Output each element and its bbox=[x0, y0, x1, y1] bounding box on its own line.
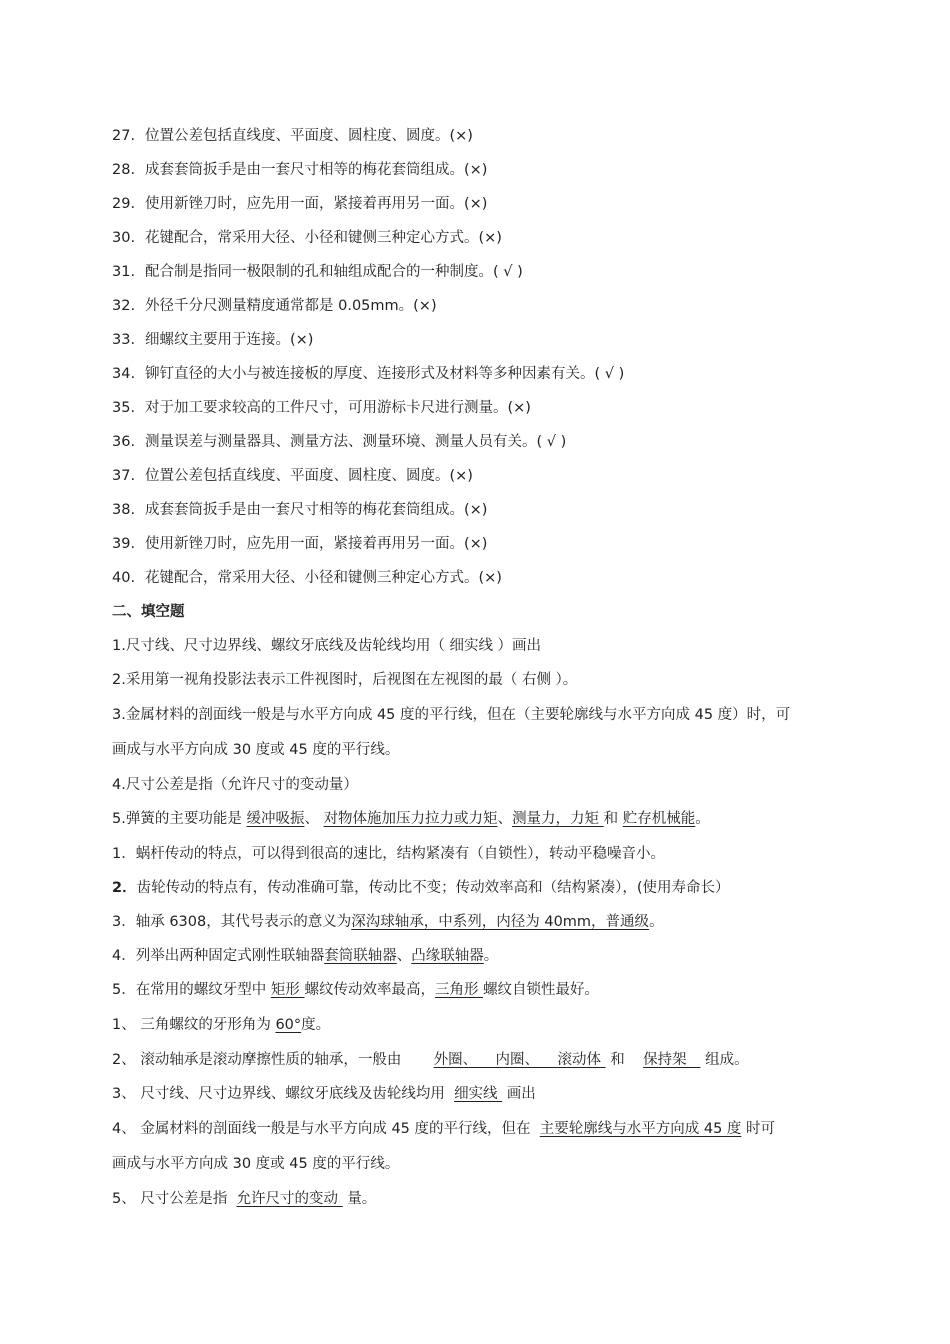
list-item: 39. 使用新锉刀时，应先用一面，紧接着再用另一面。(×) bbox=[112, 536, 488, 552]
list-item: 27. 位置公差包括直线度、平面度、圆柱度、圆度。(×) bbox=[112, 128, 473, 144]
fill-item: 3.金属材料的剖面线一般是与水平方向成 45 度的平行线，但在（主要轮廓线与水平方向成 45 度）时，可 bbox=[112, 707, 791, 723]
fill-item: 4．列举出两种固定式刚性联轴器套筒联轴器、凸缘联轴器。 bbox=[112, 948, 499, 964]
list-item: 29. 使用新锉刀时，应先用一面，紧接着再用另一面。(×) bbox=[112, 196, 488, 212]
answer: 细实线 bbox=[454, 1086, 503, 1102]
list-item: 30. 花键配合，常采用大径、小径和键侧三种定心方式。(×) bbox=[112, 230, 502, 246]
answer: 凸缘联轴器 bbox=[411, 948, 484, 964]
fill-item: 2.采用第一视角投影法表示工件视图时，后视图在左视图的最（ 右侧 ）。 bbox=[112, 672, 578, 688]
list-item: 31. 配合制是指同一极限制的孔和轴组成配合的一种制度。( √ ) bbox=[112, 264, 523, 280]
list-item: 40. 花键配合，常采用大径、小径和键侧三种定心方式。(×) bbox=[112, 570, 502, 586]
list-item: 38. 成套套筒扳手是由一套尺寸相等的梅花套筒组成。(×) bbox=[112, 502, 488, 518]
answer: 深沟球轴承，中系列，内径为 40mm，普通级 bbox=[351, 914, 650, 930]
answer: 测量力，力矩 bbox=[512, 811, 604, 827]
answer: 缓冲吸振 bbox=[246, 811, 305, 827]
fill-item: 1.尺寸线、尺寸边界线、螺纹牙底线及齿轮线均用（ 细实线 ）画出 bbox=[112, 638, 542, 654]
fill-item-continued: 画成与水平方向成 30 度或 45 度的平行线。 bbox=[112, 1156, 400, 1172]
fill-item: 3、 尺寸线、尺寸边界线、螺纹牙底线及齿轮线均用 细实线 画出 bbox=[112, 1086, 536, 1102]
fill-item: 5.弹簧的主要功能是 缓冲吸振、 对物体施加压力拉力或力矩、测量力，力矩 和 贮存机械能。 bbox=[112, 811, 710, 827]
answer: 允许尺寸的变动 bbox=[236, 1191, 343, 1207]
fill-item-continued: 画成与水平方向成 30 度或 45 度的平行线。 bbox=[112, 742, 400, 758]
answer: 外圈、 内圈、 滚动体 bbox=[433, 1052, 606, 1068]
fill-item: 5．在常用的螺纹牙型中 矩形 螺纹传动效率最高，三角形 螺纹自锁性最好。 bbox=[112, 982, 600, 998]
list-item: 37. 位置公差包括直线度、平面度、圆柱度、圆度。(×) bbox=[112, 468, 473, 484]
fill-item: 2．齿轮传动的特点有，传动准确可靠，传动比不变；传动效率高和（结构紧凑），(使用寿命长） bbox=[112, 880, 730, 896]
list-item: 34. 铆钉直径的大小与被连接板的厚度、连接形式及材料等多种因素有关。( √ ) bbox=[112, 366, 625, 382]
answer: 三角形 bbox=[434, 982, 484, 998]
fill-item: 1．蜗杆传动的特点，可以得到很高的速比，结构紧凑有（自锁性），转动平稳噪音小。 bbox=[112, 846, 665, 862]
answer: 贮存机械能 bbox=[622, 811, 696, 827]
fill-item: 4.尺寸公差是指（允许尺寸的变动量） bbox=[112, 777, 358, 793]
list-item: 28. 成套套筒扳手是由一套尺寸相等的梅花套筒组成。(×) bbox=[112, 162, 488, 178]
answer: 主要轮廓线与水平方向成 45 度 bbox=[539, 1121, 742, 1137]
answer: 套筒联轴器 bbox=[324, 948, 397, 964]
answer: 矩形 bbox=[270, 982, 305, 998]
list-item: 36. 测量误差与测量器具、测量方法、测量环境、测量人员有关。( √ ) bbox=[112, 434, 567, 450]
answer: 60° bbox=[275, 1017, 302, 1033]
answer: 保持架 bbox=[643, 1052, 701, 1068]
list-item: 33. 细螺纹主要用于连接。(×) bbox=[112, 332, 314, 348]
fill-item: 2、 滚动轴承是滚动摩擦性质的轴承，一般由 外圈、 内圈、 滚动体 和 保持架 组成。 bbox=[112, 1052, 749, 1068]
section-heading: 二、填空题 bbox=[112, 604, 185, 620]
fill-item: 4、 金属材料的剖面线一般是与水平方向成 45 度的平行线，但在 主要轮廓线与水平方向成 45 度 时可 bbox=[112, 1121, 776, 1137]
list-item: 32. 外径千分尺测量精度通常都是 0.05mm。(×) bbox=[112, 298, 437, 314]
fill-item: 5、 尺寸公差是指 允许尺寸的变动 量。 bbox=[112, 1191, 377, 1207]
fill-item: 3．轴承 6308，其代号表示的意义为深沟球轴承，中系列，内径为 40mm，普通级。 bbox=[112, 914, 664, 930]
list-item: 35. 对于加工要求较高的工件尺寸，可用游标卡尺进行测量。(×) bbox=[112, 400, 531, 416]
answer: 对物体施加压力拉力或力矩 bbox=[323, 811, 498, 827]
fill-item: 1、 三角螺纹的牙形角为 60°度。 bbox=[112, 1017, 331, 1033]
